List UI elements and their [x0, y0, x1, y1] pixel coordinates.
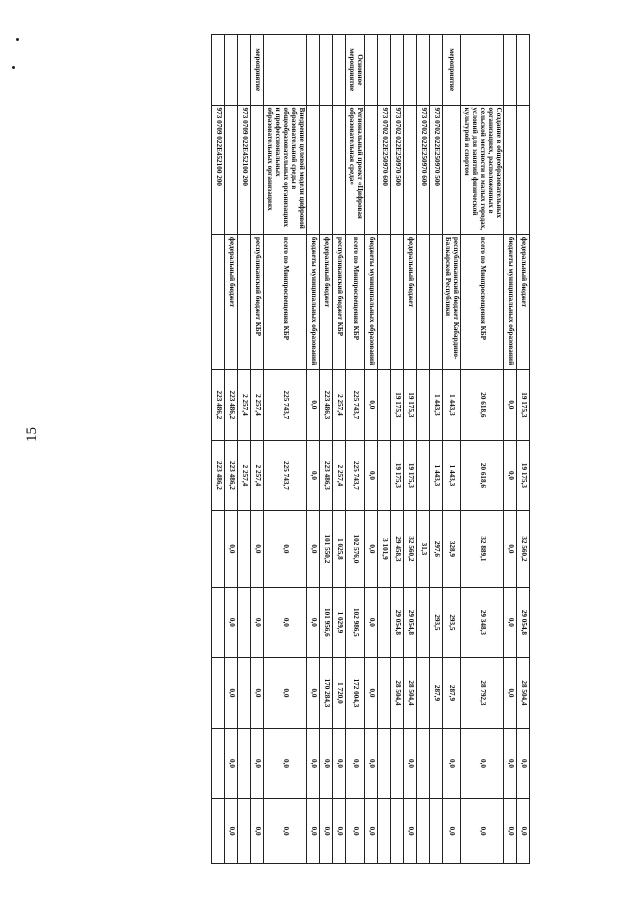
status-cell: Основное мероприятие — [345, 35, 364, 106]
amount-cell: 29 348,3 — [461, 587, 504, 658]
budget-table-container — [70, 34, 530, 864]
amount-cell: 223 486,3 — [319, 370, 332, 441]
name-cell: Внедрение целевой модели цифровой образовательной среды в общеобразовательных организациях и профессиональных образовательных организациях — [264, 105, 307, 234]
table-row — [332, 35, 345, 864]
amount-cell: 19 175,3 — [390, 370, 403, 441]
table-row — [306, 35, 319, 864]
amount-cell: 0,0 — [306, 587, 319, 658]
status-cell — [461, 35, 504, 106]
table-row — [212, 35, 225, 864]
amount-cell — [377, 728, 390, 799]
scan-speck — [16, 38, 19, 41]
amount-cell — [377, 440, 390, 511]
amount-cell: 29 054,8 — [517, 587, 530, 658]
status-cell — [390, 35, 403, 106]
source-cell — [429, 234, 442, 369]
amount-cell: 1 443,3 — [429, 440, 442, 511]
amount-cell: 0,0 — [225, 658, 238, 729]
amount-cell: 0,0 — [251, 658, 264, 729]
amount-cell: 0,0 — [306, 728, 319, 799]
table-row — [403, 35, 416, 864]
amount-cell: 0,0 — [306, 511, 319, 587]
amount-cell: 0,0 — [504, 658, 517, 729]
amount-cell: 2 257,4 — [238, 370, 251, 441]
source-cell: бюджеты муниципальных образований — [504, 234, 517, 369]
table-row — [390, 35, 403, 864]
status-cell — [403, 35, 416, 106]
amount-cell — [238, 799, 251, 864]
source-cell: федеральный бюджет — [517, 234, 530, 369]
amount-cell: 28 504,4 — [390, 658, 403, 729]
amount-cell: 0,0 — [364, 370, 377, 441]
name-cell — [504, 105, 517, 234]
amount-cell — [429, 728, 442, 799]
name-cell: 973 0709 022E452100 200 — [212, 105, 225, 234]
amount-cell: 28 504,4 — [517, 658, 530, 729]
amount-cell: 1 029,9 — [332, 587, 345, 658]
amount-cell — [390, 799, 403, 864]
source-cell — [212, 234, 225, 369]
source-cell: всего по Минпросвещения КБР — [461, 234, 504, 369]
amount-cell: 172 004,3 — [345, 658, 364, 729]
amount-cell: 0,0 — [225, 587, 238, 658]
amount-cell: 32 889,1 — [461, 511, 504, 587]
amount-cell — [212, 799, 225, 864]
amount-cell: 32 560,2 — [403, 511, 416, 587]
amount-cell: 0,0 — [225, 728, 238, 799]
amount-cell: 0,0 — [517, 728, 530, 799]
amount-cell — [238, 658, 251, 729]
amount-cell: 0,0 — [504, 587, 517, 658]
amount-cell: 0,0 — [264, 658, 307, 729]
amount-cell: 1 720,0 — [332, 658, 345, 729]
amount-cell: 0,0 — [364, 587, 377, 658]
status-cell: мероприятие — [251, 35, 264, 106]
status-cell — [238, 35, 251, 106]
amount-cell: 29 458,3 — [390, 511, 403, 587]
amount-cell: 19 175,3 — [403, 440, 416, 511]
amount-cell: 19 175,3 — [517, 370, 530, 441]
amount-cell: 20 618,6 — [461, 440, 504, 511]
amount-cell: 0,0 — [403, 799, 416, 864]
status-cell — [306, 35, 319, 106]
name-cell: 973 0702 022E250970 600 — [416, 105, 429, 234]
amount-cell — [377, 799, 390, 864]
table-row — [442, 35, 461, 864]
table-row — [461, 35, 504, 864]
name-cell — [332, 105, 345, 234]
amount-cell: 225 743,7 — [345, 440, 364, 511]
amount-cell: 0,0 — [251, 587, 264, 658]
amount-cell: 0,0 — [264, 799, 307, 864]
amount-cell: 0,0 — [264, 728, 307, 799]
scan-speck — [12, 66, 15, 69]
table-row — [504, 35, 517, 864]
amount-cell: 0,0 — [504, 370, 517, 441]
amount-cell: 2 257,4 — [332, 370, 345, 441]
amount-cell: 101 550,2 — [319, 511, 332, 587]
amount-cell: 223 486,2 — [225, 440, 238, 511]
amount-cell: 0,0 — [461, 799, 504, 864]
amount-cell — [377, 587, 390, 658]
table-row — [416, 35, 429, 864]
amount-cell: 0,0 — [517, 799, 530, 864]
amount-cell: 0,0 — [306, 658, 319, 729]
name-cell: 973 0702 022E250970 600 — [377, 105, 390, 234]
amount-cell: 287,9 — [429, 658, 442, 729]
amount-cell — [238, 728, 251, 799]
amount-cell: 0,0 — [364, 511, 377, 587]
amount-cell: 28 504,4 — [403, 658, 416, 729]
amount-cell: 0,0 — [251, 511, 264, 587]
amount-cell: 225 743,7 — [345, 370, 364, 441]
source-cell: всего по Минпросвещения КБР — [264, 234, 307, 369]
name-cell: Региональный проект «Цифровая образовательная среда» — [345, 105, 364, 234]
table-row — [429, 35, 442, 864]
amount-cell — [212, 587, 225, 658]
amount-cell: 0,0 — [251, 799, 264, 864]
amount-cell: 1 025,8 — [332, 511, 345, 587]
amount-cell: 102 576,0 — [345, 511, 364, 587]
rotated-table-frame — [70, 34, 530, 864]
amount-cell — [416, 370, 429, 441]
table-row — [517, 35, 530, 864]
amount-cell: 293,5 — [429, 587, 442, 658]
amount-cell: 0,0 — [504, 799, 517, 864]
amount-cell: 170 284,3 — [319, 658, 332, 729]
source-cell: бюджеты муниципальных образований — [306, 234, 319, 369]
amount-cell — [429, 799, 442, 864]
table-row — [364, 35, 377, 864]
table-row — [238, 35, 251, 864]
amount-cell: 0,0 — [504, 440, 517, 511]
amount-cell — [238, 587, 251, 658]
amount-cell: 0,0 — [251, 728, 264, 799]
source-cell: федеральный бюджет — [319, 234, 332, 369]
status-cell — [264, 35, 307, 106]
amount-cell — [416, 587, 429, 658]
table-row — [264, 35, 307, 864]
status-cell — [225, 35, 238, 106]
amount-cell: 0,0 — [225, 799, 238, 864]
source-cell — [390, 234, 403, 369]
name-cell — [403, 105, 416, 234]
amount-cell: 223 486,2 — [225, 370, 238, 441]
amount-cell: 223 486,2 — [212, 370, 225, 441]
table-row — [251, 35, 264, 864]
amount-cell: 0,0 — [504, 728, 517, 799]
amount-cell: 287,9 — [442, 658, 461, 729]
amount-cell: 0,0 — [319, 728, 332, 799]
amount-cell: 293,5 — [442, 587, 461, 658]
name-cell: 973 0702 022E250970 500 — [429, 105, 442, 234]
amount-cell — [212, 728, 225, 799]
amount-cell: 0,0 — [332, 728, 345, 799]
name-cell — [517, 105, 530, 234]
amount-cell: 31,3 — [416, 511, 429, 587]
amount-cell: 19 175,3 — [403, 370, 416, 441]
amount-cell: 19 175,3 — [390, 440, 403, 511]
amount-cell — [416, 728, 429, 799]
amount-cell — [377, 370, 390, 441]
amount-cell: 0,0 — [345, 799, 364, 864]
amount-cell: 101 956,6 — [319, 587, 332, 658]
source-cell — [377, 234, 390, 369]
source-cell: всего по Минпросвещения КБР — [345, 234, 364, 369]
name-cell — [364, 105, 377, 234]
source-cell: федеральный бюджет — [403, 234, 416, 369]
amount-cell: 2 257,4 — [251, 370, 264, 441]
amount-cell: 0,0 — [319, 799, 332, 864]
page-number: 15 — [24, 427, 40, 442]
name-cell: 973 0702 022E250970 500 — [390, 105, 403, 234]
amount-cell: 32 560,2 — [517, 511, 530, 587]
amount-cell — [416, 799, 429, 864]
amount-cell — [416, 440, 429, 511]
amount-cell: 2 257,4 — [238, 440, 251, 511]
amount-cell: 102 986,5 — [345, 587, 364, 658]
amount-cell: 0,0 — [306, 440, 319, 511]
status-cell — [332, 35, 345, 106]
amount-cell: 28 792,3 — [461, 658, 504, 729]
source-cell: республиканский бюджет КБР — [251, 234, 264, 369]
amount-cell: 3 101,9 — [377, 511, 390, 587]
name-cell — [306, 105, 319, 234]
status-cell — [364, 35, 377, 106]
name-cell — [251, 105, 264, 234]
table-row — [377, 35, 390, 864]
amount-cell: 223 486,2 — [212, 440, 225, 511]
amount-cell: 223 486,3 — [319, 440, 332, 511]
amount-cell: 0,0 — [461, 728, 504, 799]
table-row — [319, 35, 332, 864]
table-row — [225, 35, 238, 864]
name-cell — [442, 105, 461, 234]
name-cell: 973 0709 022E452100 200 — [238, 105, 251, 234]
amount-cell: 1 443,3 — [442, 370, 461, 441]
source-cell — [238, 234, 251, 369]
status-cell — [416, 35, 429, 106]
amount-cell — [390, 728, 403, 799]
amount-cell: 0,0 — [264, 587, 307, 658]
amount-cell: 29 054,8 — [390, 587, 403, 658]
status-cell — [377, 35, 390, 106]
amount-cell: 20 618,6 — [461, 370, 504, 441]
amount-cell: 0,0 — [306, 799, 319, 864]
amount-cell: 0,0 — [345, 728, 364, 799]
amount-cell: 0,0 — [364, 658, 377, 729]
name-cell — [319, 105, 332, 234]
amount-cell: 0,0 — [364, 728, 377, 799]
amount-cell: 2 257,4 — [251, 440, 264, 511]
amount-cell: 0,0 — [264, 511, 307, 587]
budget-table — [211, 34, 530, 864]
source-cell: республиканский бюджет Кабардино-Балкарской Республики — [442, 234, 461, 369]
amount-cell — [212, 511, 225, 587]
amount-cell: 225 743,7 — [264, 440, 307, 511]
status-cell — [517, 35, 530, 106]
amount-cell: 1 443,3 — [442, 440, 461, 511]
table-row — [345, 35, 364, 864]
source-cell: республиканский бюджет КБР — [332, 234, 345, 369]
amount-cell: 0,0 — [225, 511, 238, 587]
amount-cell: 0,0 — [332, 799, 345, 864]
amount-cell: 29 054,8 — [403, 587, 416, 658]
amount-cell: 0,0 — [504, 511, 517, 587]
source-cell — [416, 234, 429, 369]
amount-cell: 225 743,7 — [264, 370, 307, 441]
status-cell — [319, 35, 332, 106]
amount-cell: 297,6 — [429, 511, 442, 587]
name-cell: Создание в общеобразовательных организациях, расположенных в сельской местности и малых городах, условий для занятий физической культурой и спортом — [461, 105, 504, 234]
amount-cell: 19 175,3 — [517, 440, 530, 511]
source-cell: бюджеты муниципальных образований — [364, 234, 377, 369]
source-cell: федеральный бюджет — [225, 234, 238, 369]
amount-cell: 0,0 — [442, 728, 461, 799]
status-cell — [429, 35, 442, 106]
amount-cell — [416, 658, 429, 729]
amount-cell: 0,0 — [306, 370, 319, 441]
amount-cell — [238, 511, 251, 587]
amount-cell: 0,0 — [364, 799, 377, 864]
amount-cell: 328,9 — [442, 511, 461, 587]
amount-cell: 2 257,4 — [332, 440, 345, 511]
amount-cell — [212, 658, 225, 729]
amount-cell: 0,0 — [442, 799, 461, 864]
amount-cell: 1 443,3 — [429, 370, 442, 441]
amount-cell: 0,0 — [403, 728, 416, 799]
status-cell — [212, 35, 225, 106]
status-cell — [504, 35, 517, 106]
name-cell — [225, 105, 238, 234]
amount-cell: 0,0 — [364, 440, 377, 511]
status-cell: мероприятие — [442, 35, 461, 106]
amount-cell — [377, 658, 390, 729]
